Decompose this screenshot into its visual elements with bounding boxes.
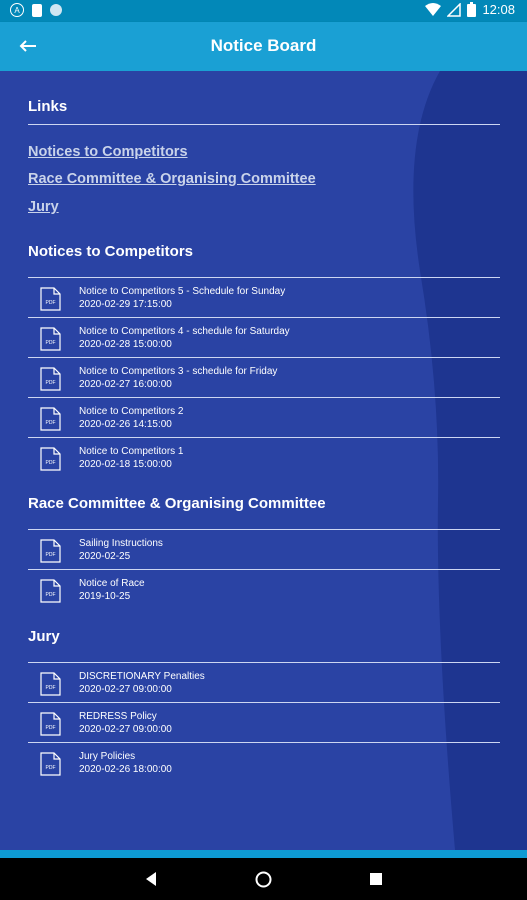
app-notification-icon: A	[10, 3, 24, 17]
svg-text:PDF: PDF	[45, 592, 56, 598]
notice-title: Notice to Competitors 5 - Schedule for Sunday	[79, 286, 286, 297]
link-jury[interactable]: Jury	[28, 199, 59, 215]
nav-back-icon[interactable]	[144, 871, 158, 887]
pdf-file-icon	[40, 287, 61, 311]
pdf-file-icon	[40, 447, 61, 471]
svg-text:PDF: PDF	[45, 420, 56, 426]
status-bar	[0, 0, 527, 22]
svg-text:PDF: PDF	[45, 380, 56, 386]
notice-board-content[interactable]	[0, 71, 527, 850]
notice-date: 2020-02-26 18:00:00	[79, 764, 172, 775]
nav-home-icon[interactable]	[255, 871, 272, 888]
notice-title: REDRESS Policy	[79, 711, 157, 722]
pdf-file-icon	[40, 752, 61, 776]
pdf-file-icon	[40, 712, 61, 736]
notice-date: 2020-02-27 09:00:00	[79, 724, 172, 735]
svg-text:PDF: PDF	[45, 725, 56, 731]
list-item[interactable]	[28, 703, 500, 742]
notice-date: 2020-02-27 16:00:00	[79, 379, 172, 390]
list-item[interactable]	[28, 570, 500, 609]
notice-title: Notice to Competitors 2	[79, 406, 184, 417]
notice-date: 2020-02-29 17:15:00	[79, 299, 172, 310]
svg-text:PDF: PDF	[45, 300, 56, 306]
status-time: 12:08	[482, 2, 515, 17]
bottom-accent-bar	[0, 850, 527, 858]
pdf-file-icon	[40, 367, 61, 391]
svg-text:PDF: PDF	[45, 460, 56, 466]
notice-date: 2019-10-25	[79, 591, 131, 602]
notice-title: Notice to Competitors 3 - schedule for Friday	[79, 366, 278, 377]
link-notices-to-competitors[interactable]: Notices to Competitors	[28, 144, 188, 160]
svg-text:PDF: PDF	[45, 765, 56, 771]
section-heading-notices: Notices to Competitors	[28, 243, 194, 260]
list-item[interactable]	[28, 530, 500, 569]
system-nav-bar	[0, 858, 527, 900]
battery-icon	[467, 2, 476, 17]
wifi-icon	[425, 3, 441, 17]
notice-date: 2020-02-27 09:00:00	[79, 684, 172, 695]
links-heading: Links	[28, 98, 68, 115]
section-heading-race-committee: Race Committee & Organising Committee	[28, 495, 326, 512]
list-item[interactable]	[28, 358, 500, 397]
notice-date: 2020-02-26 14:15:00	[79, 419, 172, 430]
page-title: Notice Board	[210, 36, 317, 55]
notice-date: 2020-02-28 15:00:00	[79, 339, 172, 350]
notice-title: Jury Policies	[79, 751, 136, 762]
notice-title: Notice of Race	[79, 578, 145, 589]
sim-card-icon	[32, 4, 42, 17]
nav-recents-icon[interactable]	[370, 873, 382, 885]
notice-title: DISCRETIONARY Penalties	[79, 671, 205, 682]
list-item[interactable]	[28, 743, 500, 782]
svg-text:PDF: PDF	[45, 340, 56, 346]
list-item[interactable]	[28, 438, 500, 477]
sync-icon	[50, 4, 62, 16]
signal-icon	[447, 3, 461, 17]
pdf-file-icon	[40, 539, 61, 563]
pdf-file-icon	[40, 672, 61, 696]
notice-date: 2020-02-18 15:00:00	[79, 459, 172, 470]
app-bar	[0, 22, 527, 71]
divider	[28, 124, 500, 125]
list-item[interactable]	[28, 663, 500, 702]
section-heading-jury: Jury	[28, 628, 60, 645]
notice-title: Sailing Instructions	[79, 538, 163, 549]
list-item[interactable]	[28, 278, 500, 317]
svg-text:PDF: PDF	[45, 552, 56, 558]
notice-date: 2020-02-25	[79, 551, 131, 562]
list-item[interactable]	[28, 398, 500, 437]
notice-title: Notice to Competitors 4 - schedule for Saturday	[79, 326, 290, 337]
pdf-file-icon	[40, 327, 61, 351]
pdf-file-icon	[40, 579, 61, 603]
svg-text:PDF: PDF	[45, 685, 56, 691]
link-race-committee[interactable]: Race Committee & Organising Committee	[28, 171, 316, 187]
list-item[interactable]	[28, 318, 500, 357]
pdf-file-icon	[40, 407, 61, 431]
notice-title: Notice to Competitors 1	[79, 446, 184, 457]
